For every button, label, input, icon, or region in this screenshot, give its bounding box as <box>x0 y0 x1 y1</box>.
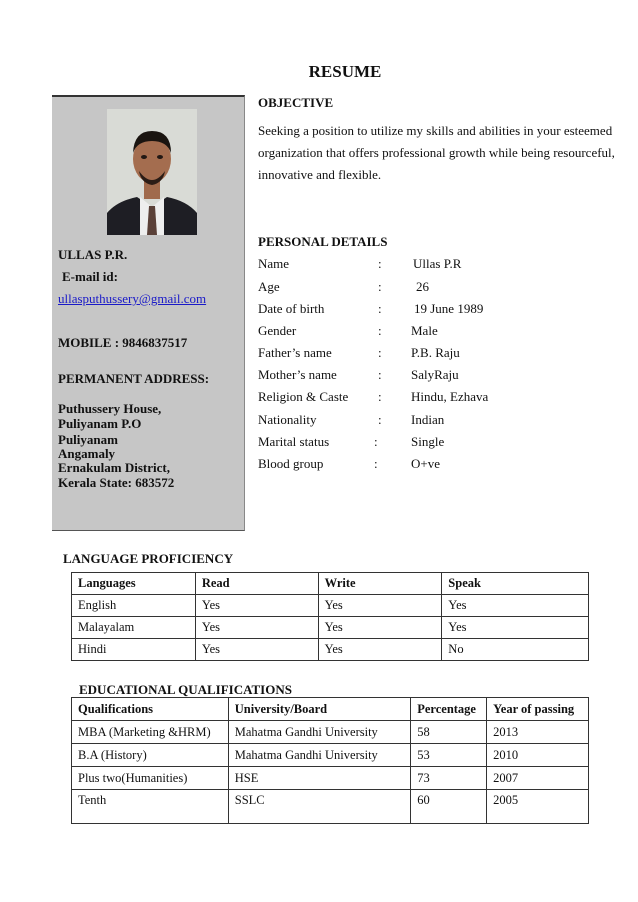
detail-label: Nationality <box>258 412 317 427</box>
address-line: Puthussery House, <box>58 401 162 416</box>
table-row <box>72 767 589 790</box>
address-line: Kerala State: 683572 <box>58 475 175 490</box>
language-table <box>71 572 589 661</box>
table-cell: 2010 <box>487 744 589 767</box>
detail-separator: : <box>378 345 382 360</box>
table-cell: Yes <box>318 595 442 617</box>
table-cell: 53 <box>411 744 487 767</box>
table-cell: 58 <box>411 721 487 744</box>
detail-value: Male <box>411 323 438 338</box>
table-row <box>72 639 589 661</box>
objective-line: Seeking a position to utilize my skills and abilities in your esteemed <box>258 123 613 138</box>
table-cell: Malayalam <box>72 617 196 639</box>
table-cell: SSLC <box>228 790 410 824</box>
detail-label: Blood group <box>258 456 324 471</box>
detail-label: Religion & Caste <box>258 389 349 404</box>
table-cell: 2005 <box>487 790 589 824</box>
table-cell: 2013 <box>487 721 589 744</box>
detail-label: Name <box>258 256 290 271</box>
detail-value: 26 <box>416 279 429 294</box>
detail-label: Gender <box>258 323 297 338</box>
table-cell: Yes <box>318 617 442 639</box>
header-cell: University/Board <box>228 698 410 721</box>
table-cell: Yes <box>442 595 589 617</box>
table-cell: MBA (Marketing &HRM) <box>72 721 229 744</box>
objective-line: innovative and flexible. <box>258 167 382 182</box>
table-row <box>72 721 589 744</box>
table-cell: Yes <box>442 617 589 639</box>
candidate-name: ULLAS P.R. <box>58 247 128 262</box>
header-cell: Languages <box>72 573 196 595</box>
detail-label: Age <box>258 279 280 294</box>
header-cell: Qualifications <box>72 698 229 721</box>
table-cell: Hindi <box>72 639 196 661</box>
table-row <box>72 595 589 617</box>
detail-value: 19 June 1989 <box>414 301 484 316</box>
address-line: Puliyanam P.O <box>58 416 142 431</box>
table-cell: Yes <box>195 595 318 617</box>
header-cell: Year of passing <box>487 698 589 721</box>
objective-line: organization that offers professional growth while being resourceful, <box>258 145 615 160</box>
mobile-number: MOBILE : 9846837517 <box>58 335 188 350</box>
detail-value: Ullas P.R <box>413 256 462 271</box>
address-label: PERMANENT ADDRESS: <box>58 371 210 386</box>
address-line: Puliyanam <box>58 432 118 447</box>
profile-photo <box>107 109 197 235</box>
objective-text <box>258 120 618 186</box>
address-line: Angamaly <box>58 446 116 461</box>
header-cell: Read <box>195 573 318 595</box>
detail-separator: : <box>378 412 382 427</box>
table-cell: HSE <box>228 767 410 790</box>
personal-details-heading: PERSONAL DETAILS <box>258 234 388 249</box>
resume-title: RESUME <box>308 62 382 81</box>
header-cell: Percentage <box>411 698 487 721</box>
table-cell: Mahatma Gandhi University <box>228 721 410 744</box>
table-cell: Mahatma Gandhi University <box>228 744 410 767</box>
table-cell: Yes <box>195 639 318 661</box>
email-link[interactable]: ullasputhussery@gmail.com <box>58 291 207 306</box>
email-label: E-mail id: <box>62 269 118 284</box>
detail-label: Marital status <box>258 434 330 449</box>
detail-label: Date of birth <box>258 301 325 316</box>
detail-value: O+ve <box>411 456 440 471</box>
table-cell: 73 <box>411 767 487 790</box>
table-header-row <box>72 573 589 595</box>
detail-separator: : <box>378 279 382 294</box>
language-heading: LANGUAGE PROFICIENCY <box>63 551 234 566</box>
detail-separator: : <box>378 323 382 338</box>
detail-separator: : <box>378 389 382 404</box>
table-cell: Tenth <box>72 790 229 824</box>
table-cell: Plus two(Humanities) <box>72 767 229 790</box>
table-row <box>72 617 589 639</box>
table-cell: 60 <box>411 790 487 824</box>
table-row <box>72 790 589 824</box>
detail-value: Single <box>411 434 445 449</box>
detail-separator: : <box>378 301 382 316</box>
header-cell: Speak <box>442 573 589 595</box>
table-cell: English <box>72 595 196 617</box>
detail-separator: : <box>378 256 382 271</box>
header-cell: Write <box>318 573 442 595</box>
education-heading: EDUCATIONAL QUALIFICATIONS <box>79 682 292 697</box>
table-cell: No <box>442 639 589 661</box>
table-cell: Yes <box>318 639 442 661</box>
detail-value: P.B. Raju <box>411 345 460 360</box>
detail-value: Indian <box>411 412 445 427</box>
detail-separator: : <box>374 434 378 449</box>
detail-label: Mother’s name <box>258 367 337 382</box>
detail-value: SalyRaju <box>411 367 459 382</box>
detail-value: Hindu, Ezhava <box>411 389 489 404</box>
profile-sidebar <box>52 95 245 531</box>
table-header-row <box>72 698 589 721</box>
education-table <box>71 697 589 824</box>
address-line: Ernakulam District, <box>58 460 170 475</box>
detail-label: Father’s name <box>258 345 332 360</box>
table-row <box>72 744 589 767</box>
objective-heading: OBJECTIVE <box>258 95 334 110</box>
detail-separator: : <box>374 456 378 471</box>
table-cell: 2007 <box>487 767 589 790</box>
detail-separator: : <box>378 367 382 382</box>
table-cell: B.A (History) <box>72 744 229 767</box>
table-cell: Yes <box>195 617 318 639</box>
